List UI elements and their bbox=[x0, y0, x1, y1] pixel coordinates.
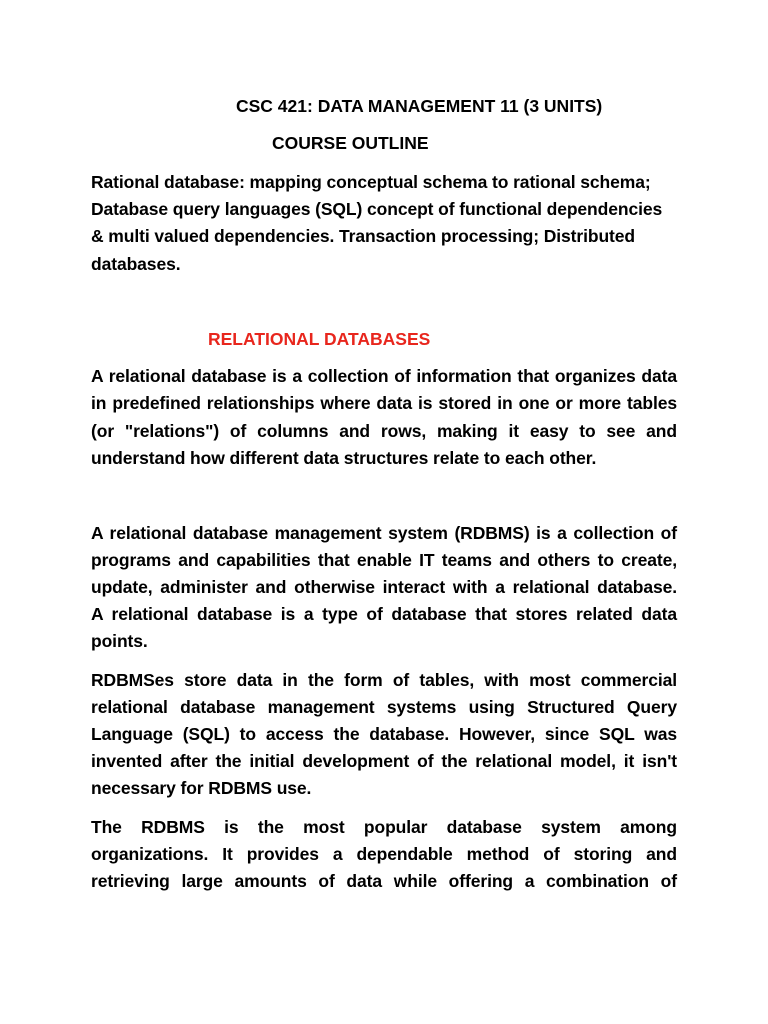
course-title: CSC 421: DATA MANAGEMENT 11 (3 UNITS) bbox=[236, 96, 603, 116]
paragraph-line: programs and capabilities that enable IT teams and others to create, bbox=[91, 550, 677, 570]
paragraph-line: invented after the initial development of the relational model, it isn't bbox=[91, 751, 677, 771]
outline-line: Rational database: mapping conceptual schema to rational schema; bbox=[91, 172, 651, 192]
paragraph-line: understand how different data structures relate to each other. bbox=[91, 448, 597, 468]
paragraph-line: organizations. It provides a dependable method of storing and bbox=[91, 844, 677, 864]
paragraph-line: points. bbox=[91, 631, 148, 651]
outline-line: & multi valued dependencies. Transaction processing; Distributed bbox=[91, 226, 635, 246]
paragraph-line: Language (SQL) to access the database. However, since SQL was bbox=[91, 724, 677, 744]
course-outline-heading: COURSE OUTLINE bbox=[272, 133, 429, 153]
paragraph-line: (or "relations") of columns and rows, making it easy to see and bbox=[91, 421, 677, 441]
paragraph-line: The RDBMS is the most popular database system among bbox=[91, 817, 677, 837]
paragraph-line: in predefined relationships where data is stored in one or more tables bbox=[91, 393, 677, 413]
paragraph-line: RDBMSes store data in the form of tables, with most commercial bbox=[91, 670, 677, 690]
paragraph-line: update, administer and otherwise interact with a relational database. bbox=[91, 577, 677, 597]
paragraph-line: relational database management systems using Structured Query bbox=[91, 697, 677, 717]
outline-line: Database query languages (SQL) concept of functional dependencies bbox=[91, 199, 663, 219]
paragraph-line: A relational database is a type of database that stores related data bbox=[91, 604, 677, 624]
section-heading: RELATIONAL DATABASES bbox=[208, 329, 431, 349]
outline-line: databases. bbox=[91, 254, 181, 274]
paragraph-line: retrieving large amounts of data while offering a combination of bbox=[91, 871, 677, 891]
paragraph-line: necessary for RDBMS use. bbox=[91, 778, 312, 798]
paragraph-line: A relational database management system (RDBMS) is a collection of bbox=[91, 523, 677, 543]
paragraph-line: A relational database is a collection of information that organizes data bbox=[91, 366, 677, 386]
